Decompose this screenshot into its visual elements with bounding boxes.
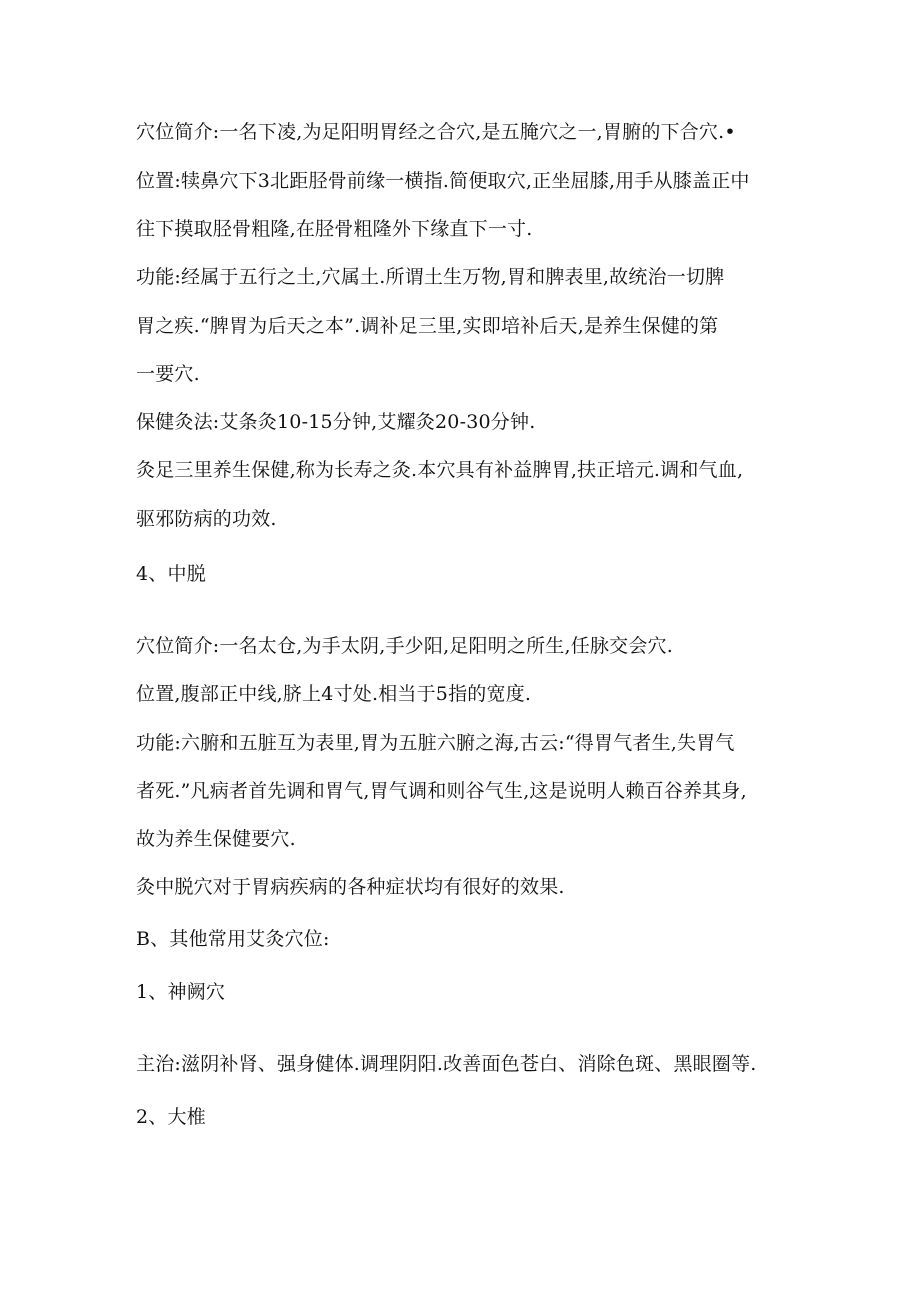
- section-heading-shenque: 1、神阙穴: [136, 981, 226, 1003]
- paragraph-location-zusanli-cont: 往下摸取胫骨粗隆,在胫骨粗隆外下缘直下一寸.: [136, 218, 533, 240]
- paragraph-function-zhongwan-end: 故为养生保健要穴.: [136, 828, 296, 850]
- paragraph-location-zusanli: 位置:犊鼻穴下3北距胫骨前缘一横指.简便取穴,正坐屈膝,用手从膝盖正中: [136, 170, 750, 192]
- paragraph-zhongwan-effect: 灸中脱穴对于胃病疾病的各种症状均有很好的效果.: [136, 876, 565, 898]
- paragraph-longevity: 灸足三里养生保健,称为长寿之灸.本穴具有补益脾胃,扶正培元.调和气血,: [136, 459, 744, 481]
- section-heading-dazhui: 2、大椎: [136, 1106, 206, 1128]
- paragraph-function-zusanli-end: 一要穴.: [136, 363, 200, 385]
- paragraph-function-zhongwan-cont: 者死.”凡病者首先调和胃气,胃气调和则谷气生,这是说明人赖百谷养其身,: [136, 780, 747, 802]
- paragraph-location-zhongwan: 位置,腹部正中线,脐上4寸处.相当于5指的宽度.: [136, 683, 532, 705]
- paragraph-function-zhongwan: 功能:六腑和五脏互为表里,胃为五脏六腑之海,古云:“得胃气者生,失胃气: [136, 732, 735, 754]
- paragraph-longevity-cont: 驱邪防病的功效.: [136, 508, 277, 530]
- section-heading-zhongwan: 4、中脱: [136, 563, 206, 585]
- paragraph-function-zusanli: 功能:经属于五行之土,穴属土.所谓土生万物,胃和脾表里,故统治一切脾: [136, 266, 725, 288]
- paragraph-shenque-indications: 主治:滋阴补肾、强身健体.调理阴阳.改善面色苍白、消除色斑、黑眼圈等.: [136, 1053, 757, 1075]
- paragraph-moxibustion-method: 保健灸法:艾条灸10-15分钟,艾耀灸20-30分钟.: [136, 411, 536, 433]
- paragraph-intro-zhongwan: 穴位简介:一名太仓,为手太阴,手少阳,足阳明之所生,任脉交会穴.: [136, 635, 674, 657]
- paragraph-function-zusanli-cont: 胃之疾.“脾胃为后天之本”.调补足三里,实即培补后天,是养生保健的第: [136, 315, 719, 337]
- paragraph-intro-zusanli: 穴位简介:一名下凌,为足阳明胃经之合穴,是五腌穴之一,胃腑的下合穴.•: [136, 121, 736, 143]
- section-heading-other-points: B、其他常用艾灸穴位:: [136, 928, 330, 950]
